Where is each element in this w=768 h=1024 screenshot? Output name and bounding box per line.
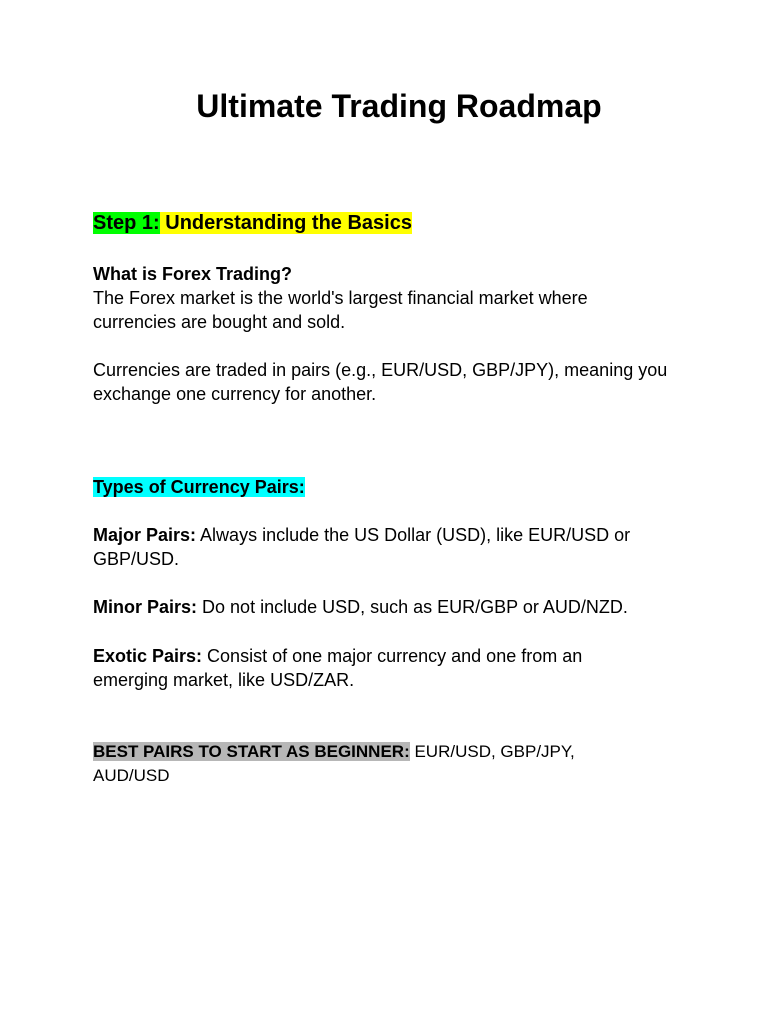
- beginner-pairs-text: EUR/USD, GBP/JPY, AUD/USD: [93, 742, 575, 785]
- document-title: Ultimate Trading Roadmap: [196, 88, 602, 124]
- types-heading-text: Types of Currency Pairs:: [93, 477, 305, 497]
- major-pairs-label: Major Pairs:: [93, 525, 197, 545]
- major-pairs-text: Always include the US Dollar (USD), like EUR/USD or GBP/USD.: [93, 525, 631, 569]
- exotic-pairs-item: [93, 644, 638, 692]
- forex-definition: The Forex market is the world's largest financial market where currencies are bought and sold.: [93, 288, 588, 332]
- types-heading: [93, 475, 693, 499]
- forex-pairs-note: Currencies are traded in pairs (e.g., EUR/USD, GBP/JPY), meaning you exchange one currency for another.: [93, 360, 668, 404]
- exotic-pairs-label: Exotic Pairs:: [93, 646, 203, 666]
- minor-pairs-item: [93, 595, 693, 619]
- step-1-title: Understanding the Basics: [159, 212, 412, 234]
- minor-pairs-label: Minor Pairs:: [93, 597, 198, 617]
- step-1-label: Step 1:: [93, 212, 160, 234]
- step-1-heading: [93, 210, 693, 236]
- exotic-pairs-text: Consist of one major currency and one from an emerging market, like USD/ZAR.: [93, 646, 583, 690]
- major-pairs-item: [93, 523, 683, 571]
- beginner-pairs-label: BEST PAIRS TO START AS BEGINNER:: [93, 742, 410, 761]
- beginner-pairs-item: [93, 740, 623, 788]
- forex-question: What is Forex Trading?: [93, 264, 293, 284]
- minor-pairs-text: Do not include USD, such as EUR/GBP or AUD/NZD.: [197, 597, 628, 617]
